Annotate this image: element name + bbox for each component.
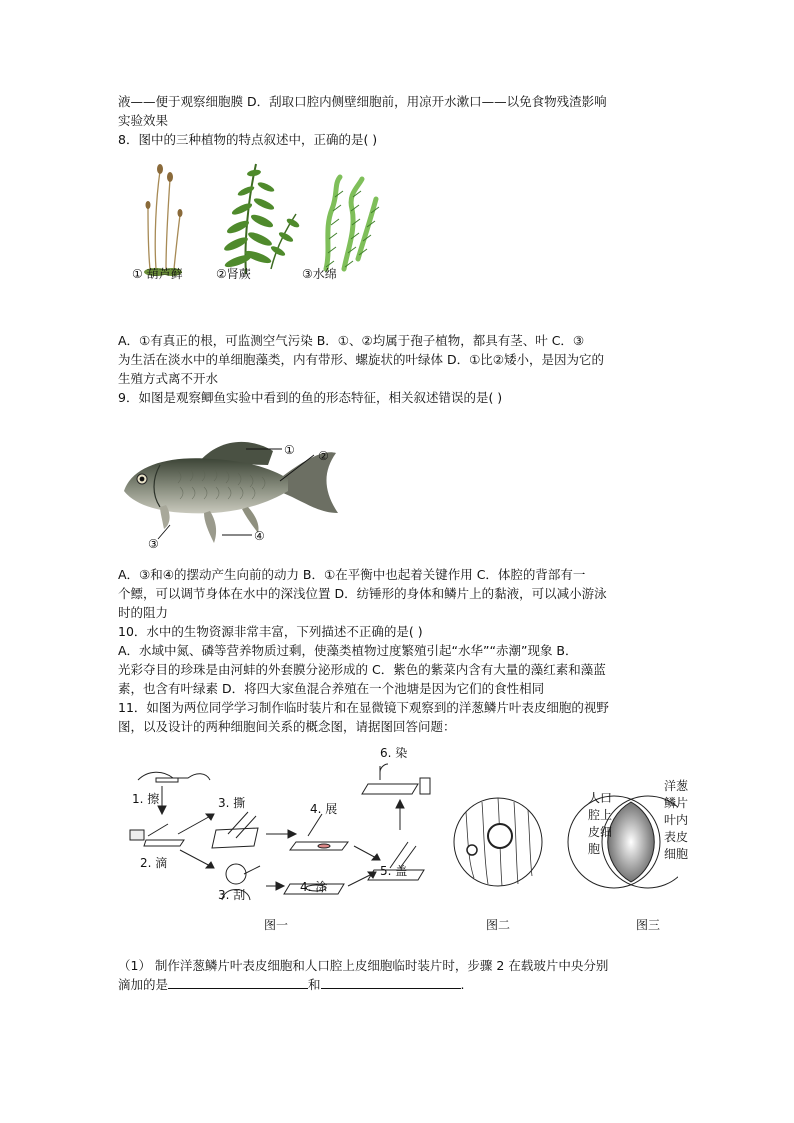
fish-marker-2: ② <box>318 449 329 463</box>
step-6-label: 6. 染 <box>380 746 408 760</box>
slide-procedure-figure <box>118 746 689 950</box>
venn-left-text: 人口 腔上 皮细 胞 <box>588 791 613 856</box>
venn-right-text: 洋葱 鳞片 叶内 表皮 细胞 <box>664 779 689 861</box>
text-line: 实验效果 <box>118 113 169 128</box>
question-11: 图，以及设计的两种细胞间关系的概念图，请据图回答问题： <box>118 719 456 734</box>
plant-label-fern: ②肾蕨 <box>216 267 251 281</box>
step-2-label: 2. 滴 <box>140 856 168 870</box>
fern-plant-icon <box>223 164 301 274</box>
step-4-spread-label: 4. 展 <box>310 802 338 816</box>
text-line: 液——便于观察细胞膜 D．刮取口腔内侧壁细胞前，用凉开水漱口——以免食物残渣影响 <box>118 94 607 109</box>
question-9-options: 个鳔，可以调节身体在水中的深浅位置 D．纺锤形的身体和鳞片上的黏液，可以减小游泳 <box>118 586 607 601</box>
answer-blank-1[interactable] <box>168 975 308 989</box>
fish-marker-1: ① <box>284 443 295 457</box>
question-8-options: 为生活在淡水中的单细胞藻类，内有带形、螺旋状的叶绿体 D．①比②矮小，是因为它的 <box>118 352 605 367</box>
fish-marker-4: ④ <box>254 529 265 543</box>
question-10-options: 光彩夺目的珍珠是由河蚌的外套膜分泌形成的 C．紫色的紫菜内含有大量的藻红素和藻蓝 <box>118 662 606 677</box>
fish-marker-3: ③ <box>148 537 159 551</box>
plant-label-spirogyra: ③水绵 <box>302 267 337 281</box>
plants-figure <box>118 149 678 295</box>
question-9-options: A．③和④的摆动产生向前的动力 B．①在平衡中也起着关键作用 C．体腔的背部有一 <box>118 567 586 582</box>
step-1-label: 1. 擦 <box>132 792 160 806</box>
plant-label-moss: ① 葫芦藓 <box>132 267 183 281</box>
question-10-options: 素，也含有叶绿素 D．将四大家鱼混合养殖在一个池塘是因为它们的食性相同 <box>118 681 545 696</box>
sub-question-1-blanks: 滴加的是 和 . <box>118 977 465 992</box>
step-4-smear-label: 4. 涂 <box>300 880 328 894</box>
moss-plant-icon <box>148 171 180 269</box>
question-9: 9．如图是观察鲫鱼实验中看到的鱼的形态特征，相关叙述错误的是( ) <box>118 390 503 405</box>
step-5-label: 5. 盖 <box>380 864 408 878</box>
figure-1-caption: 图一 <box>264 918 289 932</box>
question-8-options: 生殖方式离不开水 <box>118 371 219 386</box>
step-3-scrape-label: 3. 刮 <box>218 888 246 902</box>
answer-blank-2[interactable] <box>321 975 461 989</box>
question-11: 11．如图为两位同学学习制作临时装片和在显微镜下观察到的洋葱鳞片叶表皮细胞的视野 <box>118 700 609 715</box>
document-page <box>118 92 689 994</box>
step-3-tear-label: 3. 撕 <box>218 796 246 810</box>
question-10-options: A．水域中氮、磷等营养物质过剩，使藻类植物过度繁殖引起“水华”“赤潮”现象 B． <box>118 643 578 658</box>
question-8-options: A．①有真正的根，可监测空气污染 B．①、②均属于孢子植物，都具有茎、叶 C．③ <box>118 333 585 348</box>
figure-2-caption: 图二 <box>486 918 511 932</box>
fish-figure <box>118 415 678 565</box>
figure-3-caption: 图三 <box>636 918 661 932</box>
question-8: 8．图中的三种植物的特点叙述中，正确的是( ) <box>118 132 378 147</box>
question-9-options: 时的阻力 <box>118 605 169 620</box>
question-10: 10．水中的生物资源非常丰富，下列描述不正确的是( ) <box>118 624 423 639</box>
sub-question-1: （1） 制作洋葱鳞片叶表皮细胞和人口腔上皮细胞临时装片时，步骤 2 在载玻片中央分别 <box>118 958 609 973</box>
